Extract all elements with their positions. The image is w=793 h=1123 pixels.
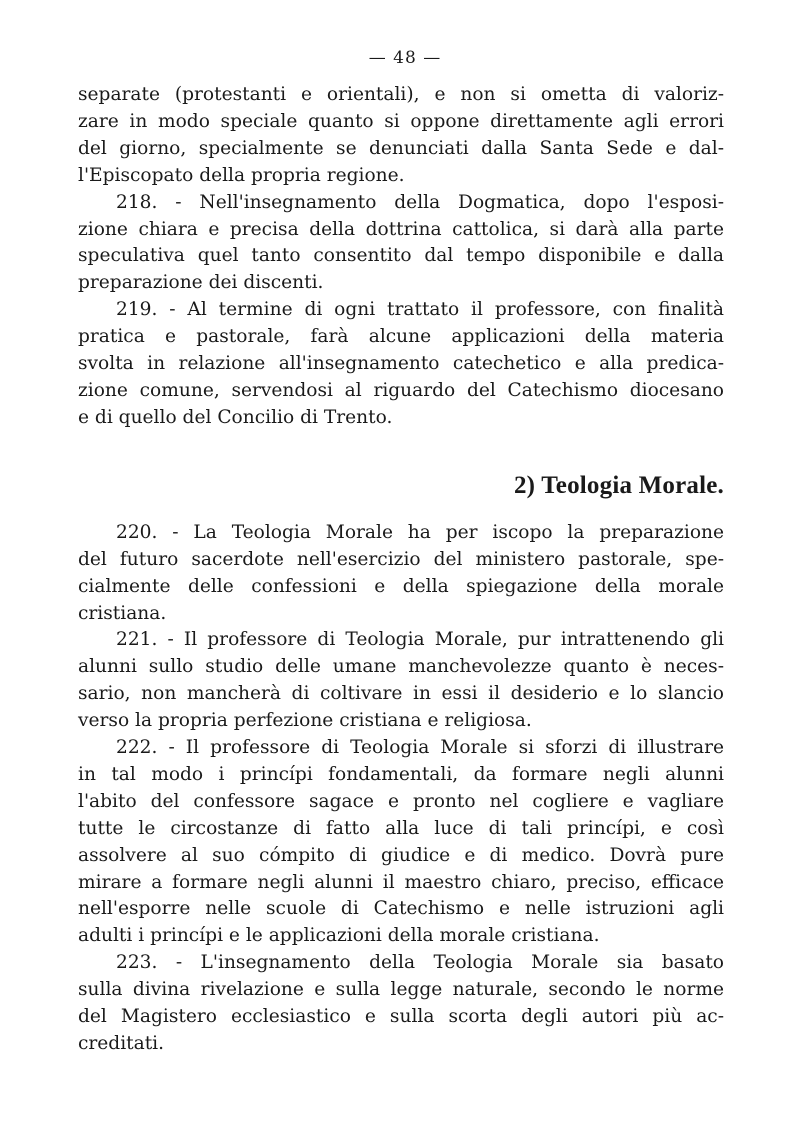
text-line: sario, non mancherà di coltivare in essi il desiderio e lo slancio (78, 683, 724, 705)
text-line: zione comune, servendosi al riguardo del Catechismo diocesano (78, 379, 724, 401)
paragraph-first-line: 223. - L'insegnamento della Teologia Morale sia basato (116, 952, 724, 974)
text-line: separate (protestanti e orientali), e non si ometta di valoriz- (78, 84, 724, 105)
text-line: assolvere al suo cómpito di giudice e di medico. Dovrà pure (78, 844, 724, 866)
text-line: creditati. (78, 1033, 165, 1054)
text-line: pratica e pastorale, farà alcune applicazioni della materia (78, 326, 724, 348)
text-line: del giorno, specialmente se denunciati dalla Santa Sede e dal- (78, 137, 724, 159)
text-line: del Magistero ecclesiastico e sulla scorta degli autori più ac- (78, 1006, 724, 1028)
text-line: zare in modo speciale quanto si oppone direttamente agli errori (78, 110, 724, 132)
text-line: mirare a formare negli alunni il maestro chiaro, preciso, efficace (78, 871, 724, 893)
text-line: e di quello del Concilio di Trento. (78, 406, 393, 428)
text-line: del futuro sacerdote nell'esercizio del ministero pastorale, spe- (78, 548, 724, 570)
text-line: svolta in relazione all'insegnamento catechetico e alla predica- (78, 353, 724, 375)
paragraph-first-line: 220. - La Teologia Morale ha per iscopo la preparazione (116, 521, 724, 543)
text-line: in tal modo i princípi fondamentali, da formare negli alunni (78, 763, 724, 785)
paragraph-first-line: 222. - Il professore di Teologia Morale si sforzi di illustrare (116, 737, 724, 759)
paragraph-first-line: 219. - Al termine di ogni trattato il professore, con finalità (116, 299, 724, 321)
document-page (78, 48, 724, 1058)
paragraph-first-line: 221. - Il professore di Teologia Morale, pur intrattenendo gli (116, 629, 724, 651)
text-line: speculativa quel tanto consentito dal tempo disponibile e dalla (78, 245, 724, 267)
section-heading: 2) Teologia Morale. (513, 471, 724, 499)
text-line: l'Episcopato della propria regione. (78, 164, 405, 186)
paragraph-first-line: 218. - Nell'insegnamento della Dogmatica, dopo l'esposi- (116, 191, 724, 213)
text-line: alunni sullo studio delle umane manchevolezze quanto è neces- (78, 656, 724, 678)
text-line: adulti i princípi e le applicazioni della morale cristiana. (78, 925, 600, 947)
text-line: preparazione dei discenti. (78, 272, 324, 294)
text-line: sulla divina rivelazione e sulla legge naturale, secondo le norme (78, 979, 724, 1001)
text-line: l'abito del confessore sagace e pronto nel cogliere e vagliare (78, 790, 724, 812)
page-number: — 48 — (368, 48, 442, 68)
text-line: zione chiara e precisa della dottrina cattolica, si darà alla parte (78, 218, 724, 240)
text-block-dogmatica (78, 82, 724, 432)
text-line: nell'esporre nelle scuole di Catechismo e nelle istruzioni agli (78, 898, 724, 920)
text-block-teologia-morale (78, 520, 724, 1058)
text-line: tutte le circostanze di fatto alla luce di tali princípi, e così (78, 817, 724, 839)
text-line: cialmente delle confessioni e della spiegazione della morale (78, 575, 724, 597)
text-line: verso la propria perfezione cristiana e religiosa. (78, 710, 532, 732)
text-line: cristiana. (78, 602, 167, 624)
